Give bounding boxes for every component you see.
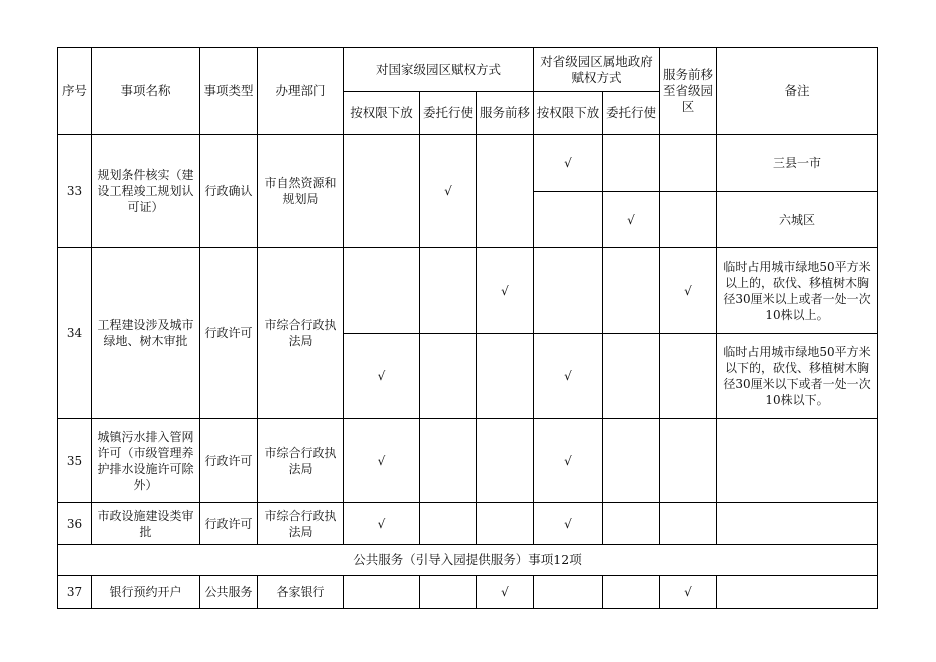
check-mark: √ [534, 334, 603, 419]
row-name: 规划条件核实（建设工程竣工规划认可证） [92, 135, 200, 248]
cell-nat-service [477, 334, 534, 419]
header-seq: 序号 [58, 48, 92, 135]
row-dept: 市综合行政执法局 [258, 248, 344, 419]
cell-service-move [660, 419, 717, 503]
check-mark: √ [534, 135, 603, 192]
row-dept: 市综合行政执法局 [258, 503, 344, 545]
cell-prov-entrust [603, 503, 660, 545]
header-type: 事项类型 [200, 48, 258, 135]
cell-nat-entrust [420, 419, 477, 503]
cell-prov-authorize [534, 192, 603, 248]
table-row [58, 135, 878, 192]
header-service-move: 服务前移至省级园区 [660, 48, 717, 135]
cell-prov-entrust [603, 576, 660, 609]
cell-service-move [660, 192, 717, 248]
check-mark: √ [477, 576, 534, 609]
check-mark: √ [660, 576, 717, 609]
check-mark: √ [603, 192, 660, 248]
header-remarks: 备注 [717, 48, 878, 135]
row-seq: 33 [58, 135, 92, 248]
cell-prov-entrust [603, 334, 660, 419]
check-mark: √ [534, 419, 603, 503]
check-mark: √ [477, 248, 534, 334]
row-seq: 34 [58, 248, 92, 419]
check-mark: √ [344, 419, 420, 503]
check-mark: √ [344, 503, 420, 545]
cell-service-move [660, 135, 717, 192]
check-mark: √ [660, 248, 717, 334]
check-mark: √ [420, 135, 477, 248]
row-type: 行政许可 [200, 419, 258, 503]
header-provincial-group: 对省级园区属地政府赋权方式 [534, 48, 660, 92]
row-name: 市政设施建设类审批 [92, 503, 200, 545]
cell-nat-authorize [344, 135, 420, 248]
cell-nat-service [477, 135, 534, 248]
check-mark: √ [344, 334, 420, 419]
matters-table [57, 47, 878, 609]
row-name: 工程建设涉及城市绿地、树木审批 [92, 248, 200, 419]
header-prov-authorize: 按权限下放 [534, 92, 603, 135]
row-remark [717, 334, 878, 419]
row-seq: 37 [58, 576, 92, 609]
row-remark [717, 503, 878, 545]
row-type: 行政确认 [200, 135, 258, 248]
row-name: 城镇污水排入管网许可（市级管理养护排水设施许可除外） [92, 419, 200, 503]
row-dept: 市综合行政执法局 [258, 419, 344, 503]
cell-nat-service [477, 419, 534, 503]
row-dept: 市自然资源和规划局 [258, 135, 344, 248]
cell-nat-entrust [420, 248, 477, 334]
cell-prov-authorize [534, 248, 603, 334]
cell-nat-entrust [420, 503, 477, 545]
row-dept: 各家银行 [258, 576, 344, 609]
header-national-group: 对国家级园区赋权方式 [344, 48, 534, 92]
table-row [58, 503, 878, 545]
cell-nat-entrust [420, 576, 477, 609]
row-remark [717, 576, 878, 609]
row-seq: 35 [58, 419, 92, 503]
row-remark [717, 248, 878, 334]
cell-prov-entrust [603, 135, 660, 192]
cell-nat-entrust [420, 334, 477, 419]
row-type: 行政许可 [200, 503, 258, 545]
cell-prov-entrust [603, 419, 660, 503]
header-dept: 办理部门 [258, 48, 344, 135]
cell-prov-authorize [534, 576, 603, 609]
check-mark: √ [534, 503, 603, 545]
row-type: 公共服务 [200, 576, 258, 609]
header-prov-entrust: 委托行使 [603, 92, 660, 135]
remark-text: 临时占用城市绿地50平方米以上的，砍伐、移植树木胸径30厘米以上或者一处一次10株以上。 [723, 259, 871, 322]
section-title: 公共服务（引导入园提供服务）事项12项 [58, 545, 878, 576]
table-row [58, 248, 878, 334]
cell-service-move [660, 334, 717, 419]
cell-prov-entrust [603, 248, 660, 334]
header-nat-entrust: 委托行使 [420, 92, 477, 135]
header-nat-authorize: 按权限下放 [344, 92, 420, 135]
cell-nat-service [477, 503, 534, 545]
remark-text: 临时占用城市绿地50平方米以下的，砍伐、移植树木胸径30厘米以下或者一处一次10株以下。 [723, 345, 871, 407]
row-type: 行政许可 [200, 248, 258, 419]
cell-nat-authorize [344, 248, 420, 334]
header-nat-service: 服务前移 [477, 92, 534, 135]
header-name: 事项名称 [92, 48, 200, 135]
row-remark: 六城区 [717, 192, 878, 248]
row-remark: 三县一市 [717, 135, 878, 192]
row-name: 银行预约开户 [92, 576, 200, 609]
row-seq: 36 [58, 503, 92, 545]
cell-nat-authorize [344, 576, 420, 609]
table-row [58, 576, 878, 609]
table-row [58, 419, 878, 503]
cell-service-move [660, 503, 717, 545]
row-remark [717, 419, 878, 503]
